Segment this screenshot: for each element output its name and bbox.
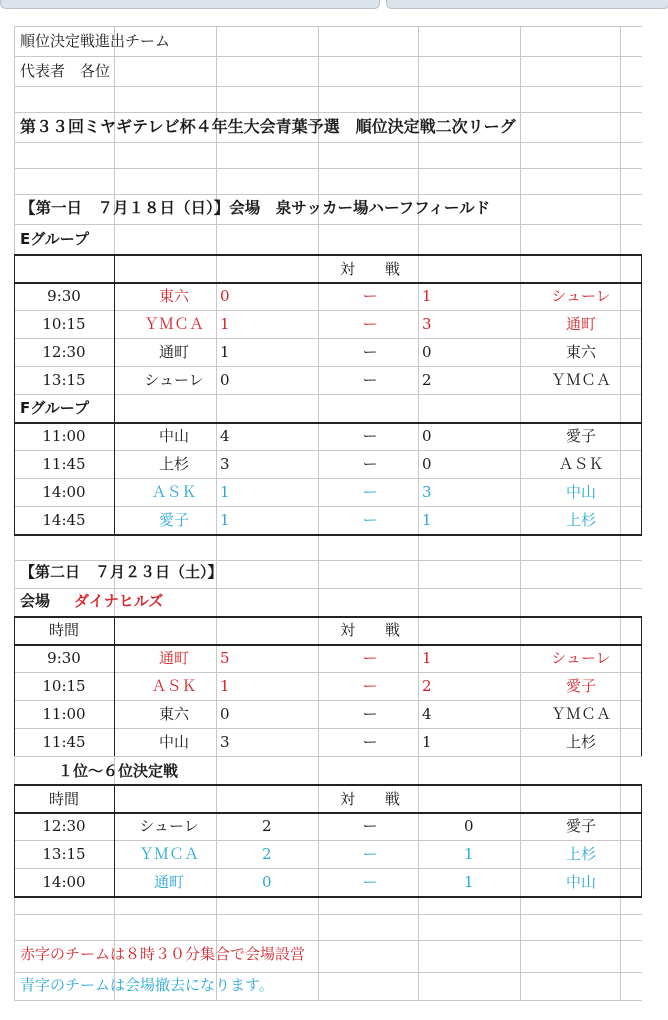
match-time: 12:30	[42, 343, 86, 361]
match-time: 10:15	[42, 315, 86, 333]
blue-note: 青字のチームは会場撤去になります。	[20, 976, 274, 994]
away-team: 東六	[565, 343, 596, 361]
day2-venue-name: ダイナヒルズ	[74, 592, 164, 610]
match-time: 11:45	[42, 733, 86, 751]
match-time: 12:30	[42, 817, 86, 835]
score-dash: ー	[362, 705, 378, 723]
score-dash: ー	[362, 873, 378, 891]
home-score: 1	[220, 511, 230, 529]
page-title: 第３３回ミヤギテレビ杯４年生大会青葉予選 順位決定戦二次リーグ	[20, 117, 516, 136]
grid-row-line	[14, 168, 642, 169]
grid-col-line	[418, 26, 419, 1000]
score-dash: ー	[362, 427, 378, 445]
away-team: 通町	[565, 315, 596, 333]
match-time: 9:30	[47, 287, 81, 305]
home-score: 2	[262, 845, 272, 863]
grid-row-line	[14, 394, 642, 395]
home-score: 1	[220, 315, 230, 333]
grid-col-line	[318, 26, 319, 1000]
home-team: ＡＳＫ	[151, 677, 197, 695]
grid-border-line	[14, 896, 642, 898]
match-time: 11:00	[42, 705, 86, 723]
day2-venue-label: 会場	[20, 592, 51, 610]
home-team: 東六	[158, 287, 189, 305]
grid-border-line	[14, 534, 642, 536]
away-team: 愛子	[565, 817, 596, 835]
day2-heading: 【第二日 ７月２３日（土）】	[20, 563, 223, 581]
away-score: 0	[422, 427, 432, 445]
home-team: ＹＭＣＡ	[138, 845, 199, 863]
home-score: 1	[220, 343, 230, 361]
day2-time-header: 時間	[48, 621, 79, 639]
grid-row-line	[14, 86, 642, 87]
match-time: 13:15	[42, 371, 86, 389]
away-team: 上杉	[565, 733, 596, 751]
final-match-header: 対 戦	[339, 790, 400, 808]
grid-row-line	[14, 224, 642, 225]
away-team: 愛子	[565, 677, 596, 695]
score-dash: ー	[362, 817, 378, 835]
home-score: 4	[220, 427, 230, 445]
home-team: 通町	[153, 873, 184, 891]
match-time: 14:45	[42, 511, 86, 529]
match-time: 11:00	[42, 427, 86, 445]
home-team: 通町	[158, 649, 189, 667]
away-team: 愛子	[565, 427, 596, 445]
away-score: 0	[422, 343, 432, 361]
away-score: 0	[422, 455, 432, 473]
away-team: シューレ	[551, 287, 611, 305]
group-f-label: Fグループ	[20, 399, 90, 417]
score-dash: ー	[362, 845, 378, 863]
away-score: 1	[422, 649, 432, 667]
home-team: シューレ	[144, 371, 204, 389]
away-score: 0	[464, 817, 474, 835]
day2-match-header: 対 戦	[339, 621, 400, 639]
away-team: 中山	[565, 483, 596, 501]
home-score: 1	[220, 677, 230, 695]
day1-heading: 【第一日 ７月１８日（日）】会場 泉サッカー場ハーフフィールド	[20, 199, 491, 217]
away-score: 1	[422, 511, 432, 529]
away-team: ＹＭＣＡ	[550, 705, 611, 723]
home-score: 2	[262, 817, 272, 835]
grid-row-line	[14, 914, 642, 915]
home-team: ＡＳＫ	[151, 483, 197, 501]
home-score: 0	[220, 287, 230, 305]
away-score: 1	[464, 845, 474, 863]
score-dash: ー	[362, 649, 378, 667]
home-team: 通町	[158, 343, 189, 361]
home-score: 0	[220, 705, 230, 723]
home-team: 愛子	[158, 511, 189, 529]
score-dash: ー	[362, 483, 378, 501]
final-label: １位〜６位決定戦	[58, 762, 179, 780]
grid-row-line	[14, 1000, 642, 1001]
score-dash: ー	[362, 733, 378, 751]
home-team: 中山	[158, 733, 189, 751]
away-score: 3	[422, 483, 432, 501]
day1-match-header: 対 戦	[339, 260, 400, 278]
away-team: ＹＭＣＡ	[550, 371, 611, 389]
away-score: 4	[422, 705, 432, 723]
home-score: 1	[220, 483, 230, 501]
home-score: 3	[220, 733, 230, 751]
header-line-1: 順位決定戦進出チーム	[20, 32, 171, 50]
match-time: 10:15	[42, 677, 86, 695]
match-time: 14:00	[42, 483, 86, 501]
score-dash: ー	[362, 455, 378, 473]
red-note: 赤字のチームは８時３０分集合で会場設営	[20, 945, 306, 963]
away-team: シューレ	[551, 649, 611, 667]
home-team: ＹＭＣＡ	[143, 315, 204, 333]
away-team: 中山	[565, 873, 596, 891]
home-team: 上杉	[158, 455, 189, 473]
away-score: 2	[422, 677, 432, 695]
header-line-2: 代表者 各位	[20, 62, 111, 80]
home-team: 中山	[158, 427, 189, 445]
home-score: 3	[220, 455, 230, 473]
score-dash: ー	[362, 677, 378, 695]
home-score: 5	[220, 649, 230, 667]
away-team: 上杉	[565, 511, 596, 529]
final-time-header: 時間	[48, 790, 79, 808]
score-dash: ー	[362, 511, 378, 529]
away-score: 1	[422, 733, 432, 751]
score-dash: ー	[362, 287, 378, 305]
home-score: 0	[262, 873, 272, 891]
away-score: 2	[422, 371, 432, 389]
score-dash: ー	[362, 315, 378, 333]
score-dash: ー	[362, 371, 378, 389]
away-score: 1	[422, 287, 432, 305]
match-time: 9:30	[47, 649, 81, 667]
away-score: 3	[422, 315, 432, 333]
away-score: 1	[464, 873, 474, 891]
home-team: 東六	[158, 705, 189, 723]
grid-border-line	[14, 254, 642, 256]
home-score: 0	[220, 371, 230, 389]
score-dash: ー	[362, 343, 378, 361]
match-time: 14:00	[42, 873, 86, 891]
match-time: 13:15	[42, 845, 86, 863]
grid-row-line	[14, 142, 642, 143]
away-team: ＡＳＫ	[558, 455, 604, 473]
group-e-label: Eグループ	[20, 230, 90, 248]
home-team: シューレ	[139, 817, 199, 835]
match-time: 11:45	[42, 455, 86, 473]
away-team: 上杉	[565, 845, 596, 863]
